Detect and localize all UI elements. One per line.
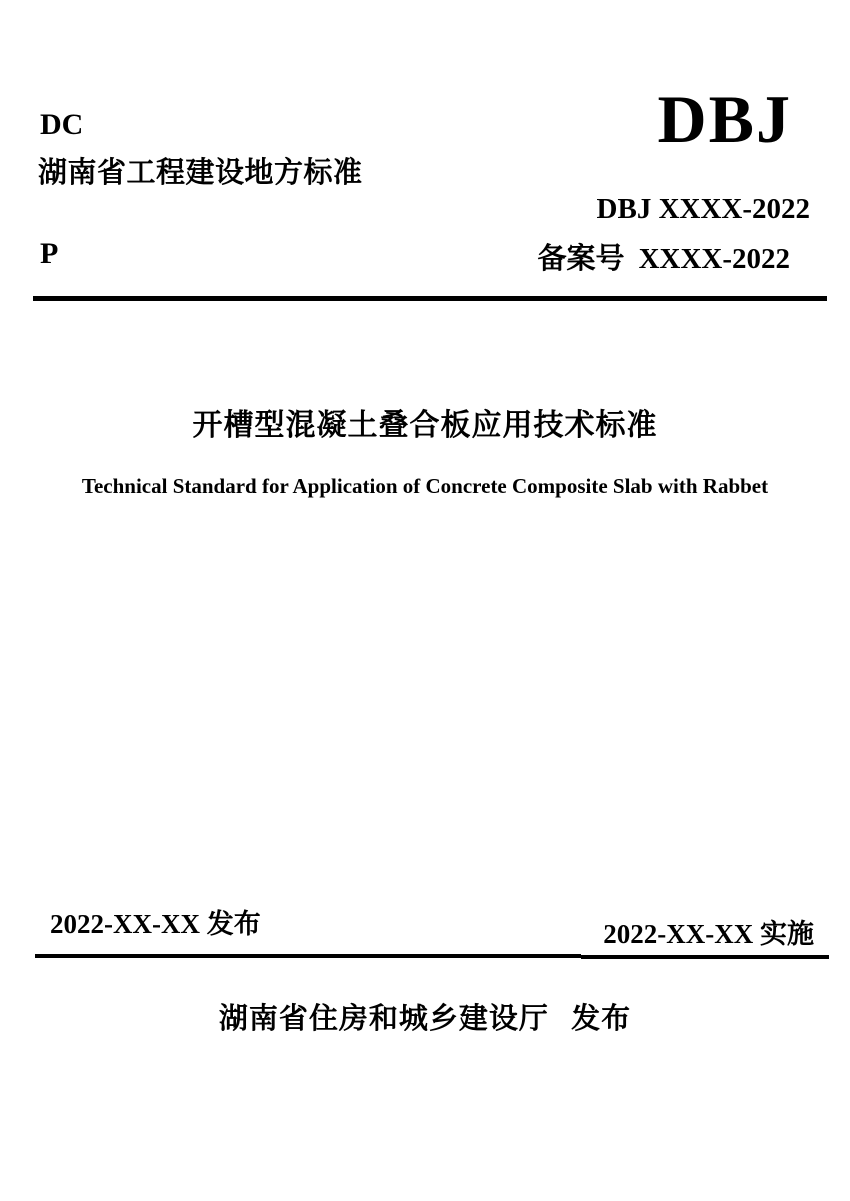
bottom-divider-right: [581, 955, 829, 959]
record-number-line: [538, 236, 790, 277]
document-title-english: Technical Standard for Application of Concrete Composite Slab with Rabbet: [81, 474, 769, 498]
publish-date: 2022-XX-XX: [50, 909, 200, 939]
bottom-divider-left: [35, 954, 581, 958]
standard-number: DBJ XXXX-2022: [596, 193, 810, 225]
implement-label: 实施: [760, 919, 814, 950]
issuing-authority: 湖南省住房和城乡建设厅 发布: [218, 1001, 632, 1035]
standard-category: 湖南省工程建设地方标准: [38, 155, 363, 189]
record-value: XXXX-2022: [638, 243, 790, 275]
classification-code-p: P: [40, 237, 59, 270]
implement-date: 2022-XX-XX: [603, 919, 754, 949]
publish-label: 发布: [206, 909, 261, 940]
classification-code-dc: DC: [40, 108, 84, 141]
document-title-chinese: 开槽型混凝土叠合板应用技术标准: [192, 408, 658, 443]
record-label: 备案号: [537, 241, 625, 275]
dbj-logo: DBJ: [657, 81, 792, 157]
publish-date-line: [50, 902, 261, 941]
implement-date-line: [603, 912, 814, 951]
top-divider: [33, 296, 827, 301]
